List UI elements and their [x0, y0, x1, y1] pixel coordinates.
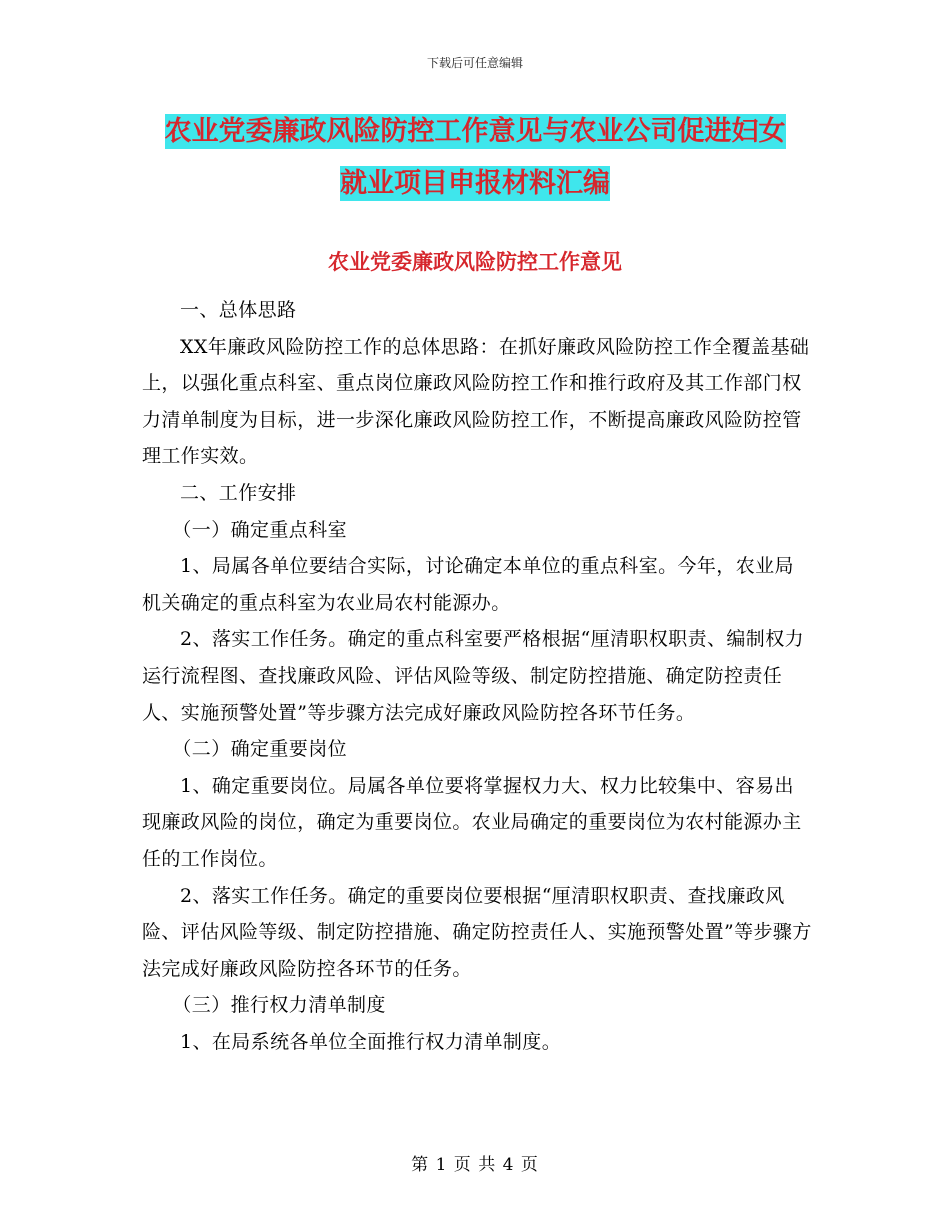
heading-overall-approach: 一、总体思路 [180, 299, 297, 321]
subheading-key-positions: （二）确定重要岗位 [172, 738, 347, 761]
paragraph-key-departments-1: 1、局属各单位要结合实际，讨论确定本单位的重点科室。今年，农业局机关确定的重点科室为农业局农村能源办。 [142, 555, 794, 614]
paragraph-key-positions-1: 1、确定重要岗位。局属各单位要将掌握权力大、权力比较集中、容易出现廉政风险的岗位，确定为重要岗位。农业局确定的重要岗位为农村能源办主任的工作岗位。 [142, 774, 802, 870]
document-title-line2: 就业项目申报材料汇编 [340, 168, 610, 199]
page-number-footer: 第 1 页 共 4 页 [411, 1155, 539, 1175]
document-title-line1: 农业党委廉政风险防控工作意见与农业公司促进妇女 [164, 116, 786, 147]
subheading-key-departments: （一）确定重点科室 [172, 518, 347, 541]
paragraph-key-departments-2: 2、落实工作任务。确定的重点科室要严格根据“厘清职权职责、编制权力运行流程图、查找廉政风险、评估风险等级、制定防控措施、确定防控责任人、实施预警处置”等步骤方法完成好廉政风险防控各环节任务。 [142, 628, 805, 724]
page-header-note: 下载后可任意编辑 [426, 56, 523, 70]
paragraph-power-list-1: 1、在局系统各单位全面推行权力清单制度。 [180, 1030, 562, 1053]
subheading-power-list: （三）推行权力清单制度 [172, 994, 386, 1017]
paragraph-overall-approach: XX年廉政风险防控工作的总体思路：在抓好廉政风险防控工作全覆盖基础上，以强化重点科室、重点岗位廉政风险防控工作和推行政府及其工作部门权力清单制度为目标，进一步深化廉政风险防控工作，不断提高廉政风险防控管理工作实效。 [142, 335, 810, 468]
heading-work-arrangement: 二、工作安排 [180, 481, 297, 504]
document-body [142, 292, 812, 1060]
document-title [140, 106, 810, 210]
section-title: 农业党委廉政风险防控工作意见 [328, 250, 622, 274]
paragraph-key-positions-2: 2、落实工作任务。确定的重要岗位要根据“厘清职权职责、查找廉政风险、评估风险等级、制定防控措施、确定防控责任人、实施预警处置”等步骤方法完成好廉政风险防控各环节的任务。 [142, 884, 812, 980]
